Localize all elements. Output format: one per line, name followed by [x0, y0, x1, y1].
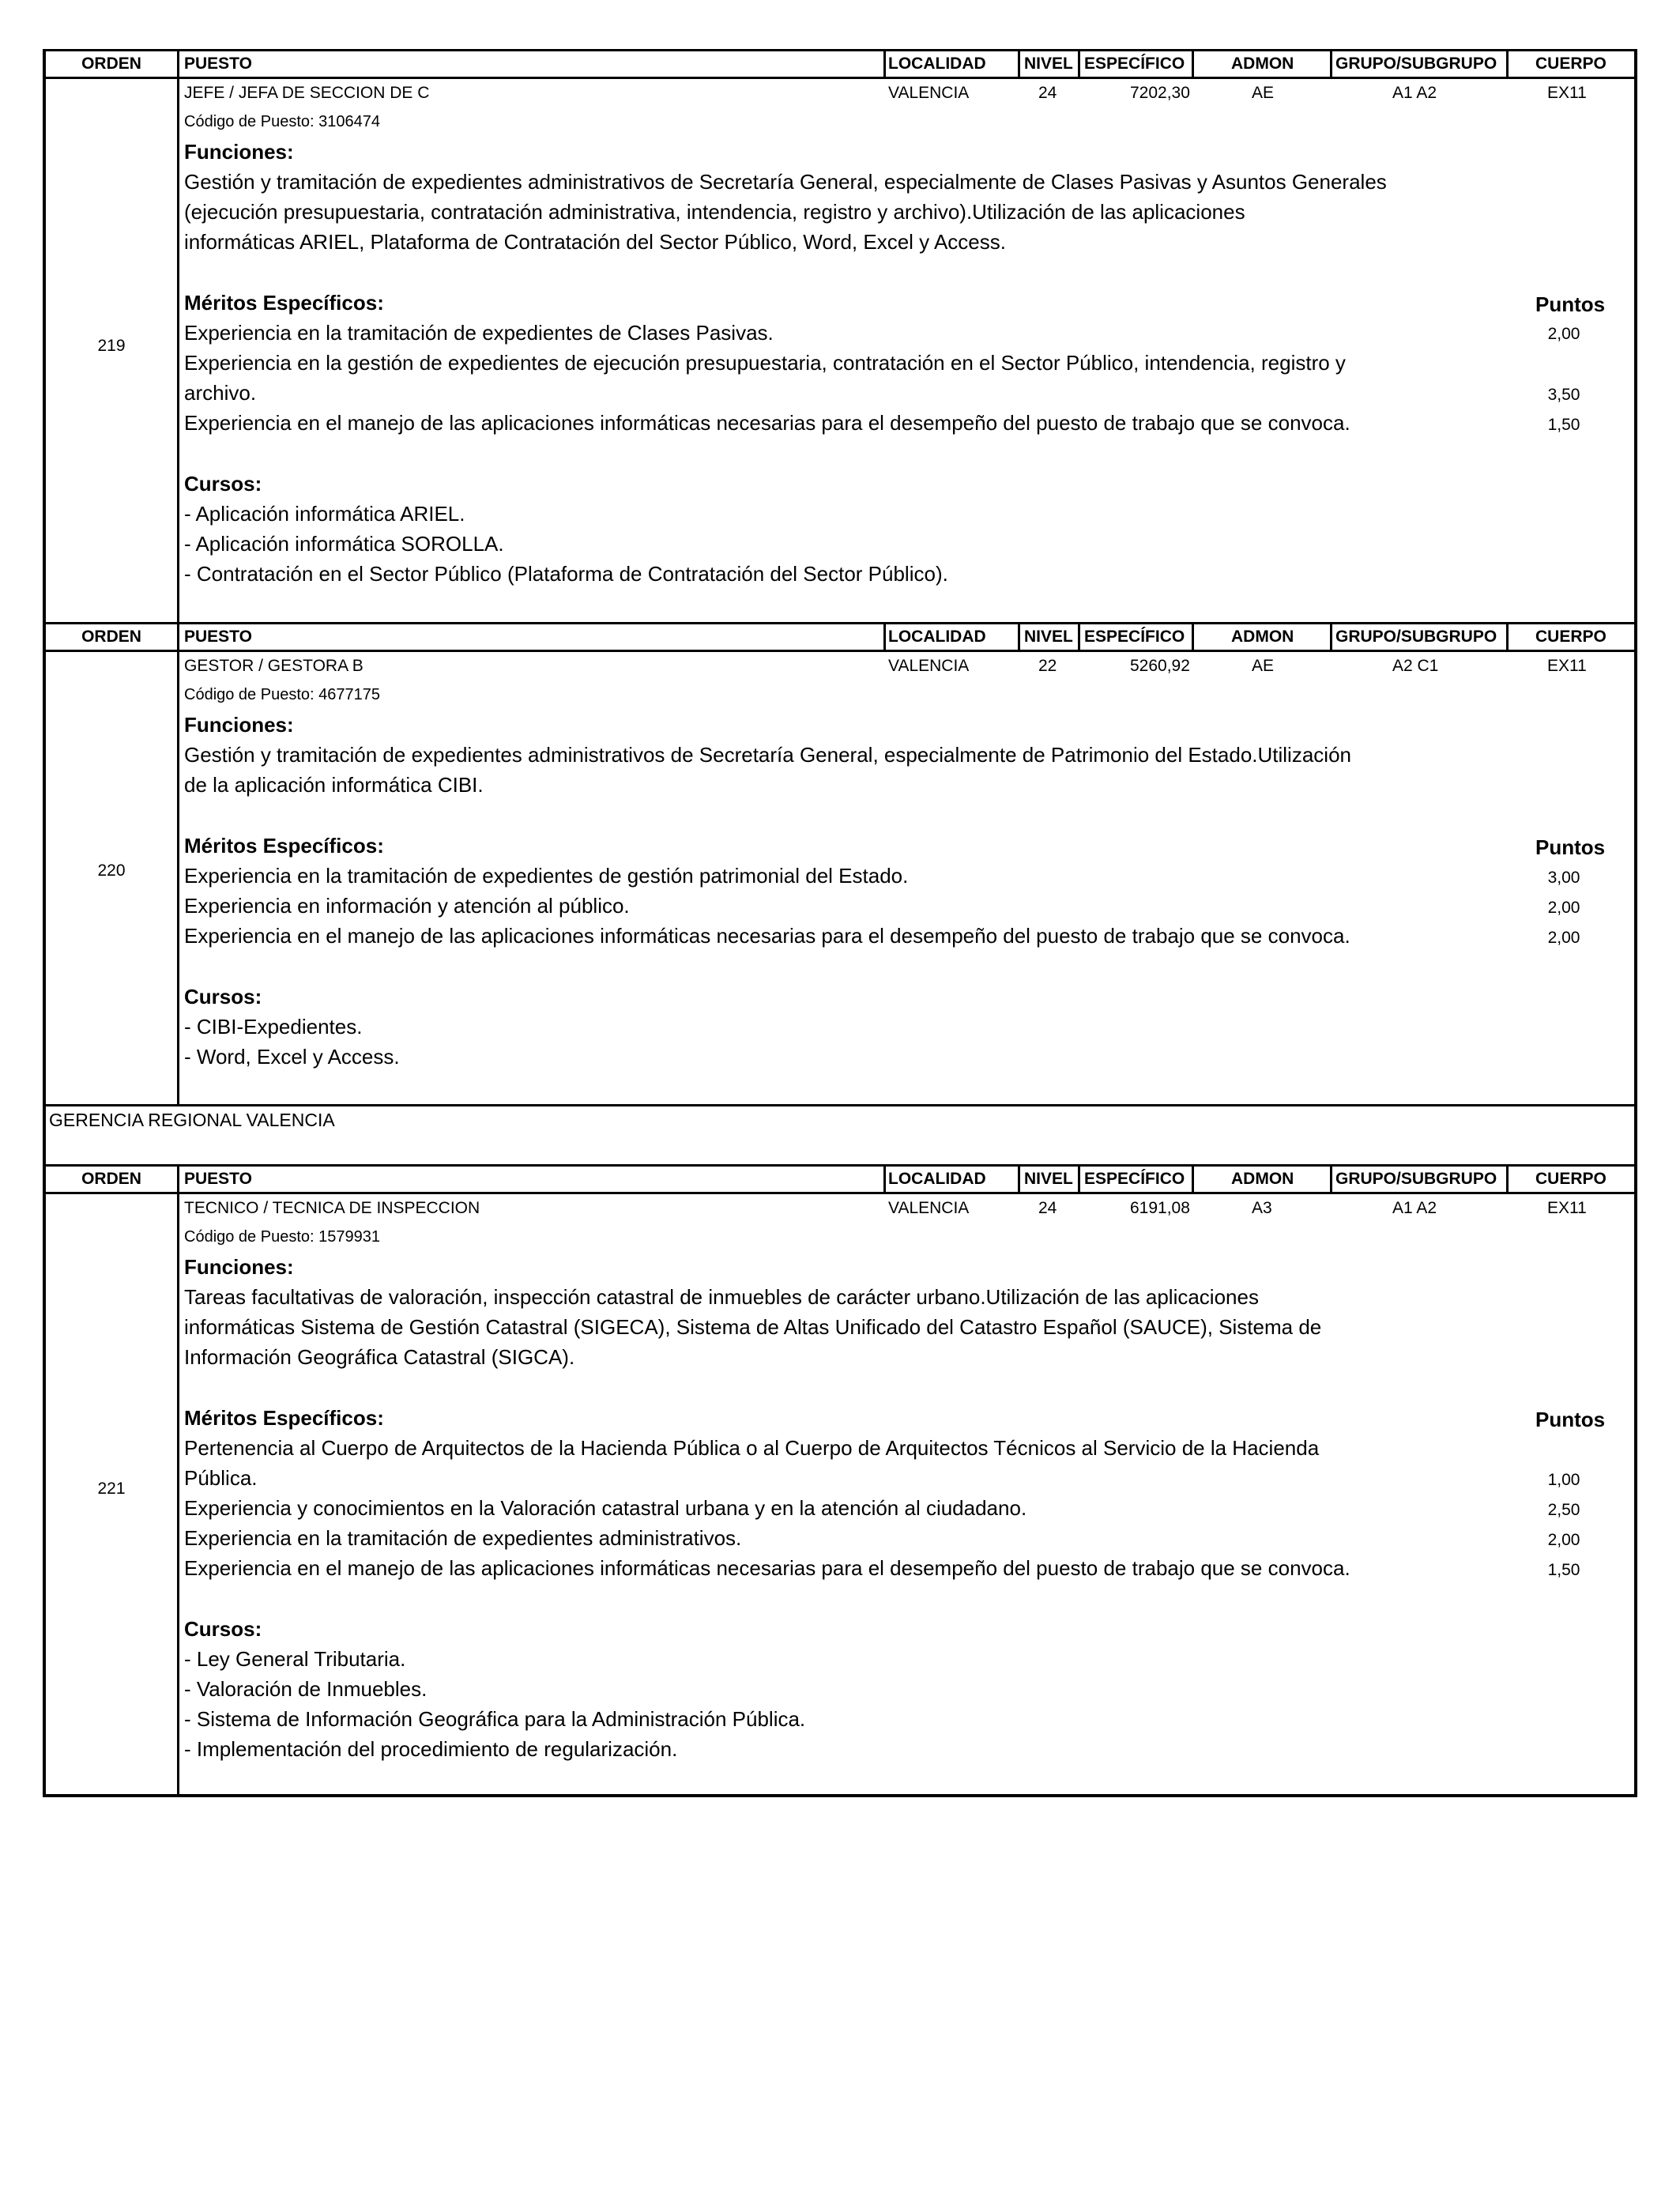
curso-line: - Contratación en el Sector Público (Plataforma de Contratación del Sector Público).	[184, 562, 948, 586]
section-header-block	[43, 1104, 1637, 1164]
curso-line: - Aplicación informática ARIEL.	[184, 502, 465, 526]
header-especifico: ESPECÍFICO	[1084, 628, 1185, 646]
merito-line: Experiencia y conocimientos en la Valoración catastral urbana y en la atención al ciudadano.	[184, 1496, 1027, 1520]
curso-line: - CIBI-Expedientes.	[184, 1015, 363, 1039]
merito-puntos: 1,50	[1547, 416, 1580, 434]
merito-line: Pertenencia al Cuerpo de Arquitectos de la Hacienda Pública o al Cuerpo de Arquitectos Técnicos al Servicio de la Hacienda	[184, 1436, 1320, 1460]
curso-line: - Aplicación informática SOROLLA.	[184, 532, 504, 556]
header-orden: ORDEN	[81, 55, 141, 73]
meritos-heading: Méritos Específicos:	[184, 1406, 384, 1430]
entry-body	[46, 79, 1634, 622]
orden-column	[46, 1194, 179, 1794]
cuerpo-value: EX11	[1547, 657, 1587, 675]
curso-line: - Implementación del procedimiento de regularización.	[184, 1737, 678, 1761]
merito-puntos: 3,50	[1547, 386, 1580, 404]
header-grupo: GRUPO/SUBGRUPO	[1335, 55, 1497, 73]
grupo-value: A1 A2	[1392, 1199, 1437, 1217]
merito-puntos: 2,50	[1547, 1501, 1580, 1519]
header-admon: ADMON	[1231, 55, 1294, 73]
header-nivel: NIVEL	[1024, 1170, 1073, 1188]
cuerpo-value: EX11	[1547, 84, 1587, 102]
merito-line: Experiencia en el manejo de las aplicaciones informáticas necesarias para el desempeño del puesto de trabajo que se convoca.	[184, 924, 1350, 948]
curso-line: - Sistema de Información Geográfica para la Administración Pública.	[184, 1707, 806, 1731]
table-header	[46, 1164, 1634, 1194]
merito-puntos: 1,50	[1547, 1561, 1580, 1579]
header-nivel: NIVEL	[1024, 628, 1073, 646]
header-orden: ORDEN	[81, 1170, 141, 1188]
orden-number: 220	[97, 861, 126, 880]
funciones-heading: Funciones:	[184, 140, 294, 164]
funciones-line: informáticas ARIEL, Plataforma de Contratación del Sector Público, Word, Excel y Access.	[184, 230, 1006, 254]
cursos-heading: Cursos:	[184, 472, 262, 496]
header-especifico: ESPECÍFICO	[1084, 55, 1185, 73]
funciones-line: Gestión y tramitación de expedientes administrativos de Secretaría General, especialmente de Patrimonio del Estado.Utilización	[184, 743, 1351, 767]
header-cuerpo: CUERPO	[1535, 1170, 1607, 1188]
funciones-line: de la aplicación informática CIBI.	[184, 773, 484, 797]
localidad-value: VALENCIA	[888, 84, 970, 102]
merito-line: Experiencia en el manejo de las aplicaciones informáticas necesarias para el desempeño del puesto de trabajo que se convoca.	[184, 1556, 1350, 1580]
merito-puntos: 2,00	[1547, 325, 1580, 343]
puntos-heading: Puntos	[1535, 1408, 1606, 1431]
header-admon: ADMON	[1231, 628, 1294, 646]
merito-line: Experiencia en la gestión de expedientes de ejecución presupuestaria, contratación en el Sector Público, intendencia, registro y	[184, 351, 1346, 375]
funciones-heading: Funciones:	[184, 713, 294, 737]
admon-value: AE	[1252, 84, 1275, 102]
admon-value: AE	[1252, 657, 1275, 675]
header-cuerpo: CUERPO	[1535, 55, 1607, 73]
header-nivel: NIVEL	[1024, 55, 1073, 73]
meritos-heading: Méritos Específicos:	[184, 834, 384, 858]
merito-puntos: 2,00	[1547, 929, 1580, 947]
admon-value: A3	[1252, 1199, 1272, 1217]
especifico-value: 5260,92	[1130, 657, 1190, 675]
table-header	[46, 622, 1634, 652]
cursos-heading: Cursos:	[184, 1617, 262, 1641]
localidad-value: VALENCIA	[888, 657, 970, 675]
section-title: GERENCIA REGIONAL VALENCIA	[49, 1110, 335, 1130]
merito-line: Experiencia en la tramitación de expedientes de Clases Pasivas.	[184, 321, 774, 345]
header-especifico: ESPECÍFICO	[1084, 1170, 1185, 1188]
merito-line: Experiencia en información y atención al público.	[184, 894, 630, 918]
localidad-value: VALENCIA	[888, 1199, 970, 1217]
grupo-value: A1 A2	[1392, 84, 1437, 102]
merito-line: archivo.	[184, 381, 257, 405]
curso-line: - Word, Excel y Access.	[184, 1045, 400, 1069]
header-orden: ORDEN	[81, 628, 141, 646]
header-localidad: LOCALIDAD	[888, 1170, 986, 1188]
codigo-puesto: Código de Puesto: 1579931	[184, 1228, 380, 1246]
nivel-value: 24	[1038, 1199, 1057, 1217]
funciones-line: Tareas facultativas de valoración, inspección catastral de inmuebles de carácter urbano.Utilización de las aplicaciones	[184, 1285, 1259, 1309]
merito-line: Experiencia en el manejo de las aplicaciones informáticas necesarias para el desempeño del puesto de trabajo que se convoca.	[184, 411, 1350, 435]
especifico-value: 6191,08	[1130, 1199, 1190, 1217]
merito-puntos: 2,00	[1547, 1531, 1580, 1549]
header-grupo: GRUPO/SUBGRUPO	[1335, 628, 1497, 646]
funciones-line: Información Geográfica Catastral (SIGCA).	[184, 1345, 575, 1369]
header-puesto: PUESTO	[184, 1170, 252, 1188]
curso-line: - Ley General Tributaria.	[184, 1647, 406, 1671]
meritos-heading: Méritos Específicos:	[184, 291, 384, 315]
merito-puntos: 3,00	[1547, 869, 1580, 887]
puesto-name: GESTOR / GESTORA B	[184, 657, 363, 675]
header-puesto: PUESTO	[184, 628, 252, 646]
table-header	[46, 49, 1634, 79]
entry-block-219	[43, 49, 1637, 622]
header-admon: ADMON	[1231, 1170, 1294, 1188]
puesto-name: TECNICO / TECNICA DE INSPECCION	[184, 1199, 480, 1217]
nivel-value: 22	[1038, 657, 1057, 675]
merito-line: Pública.	[184, 1466, 258, 1490]
puesto-name: JEFE / JEFA DE SECCION DE C	[184, 84, 430, 102]
entry-body	[46, 1194, 1634, 1794]
header-grupo: GRUPO/SUBGRUPO	[1335, 1170, 1497, 1188]
orden-column	[46, 652, 179, 1104]
document-sheet	[43, 49, 1637, 1797]
header-puesto: PUESTO	[184, 55, 252, 73]
curso-line: - Valoración de Inmuebles.	[184, 1677, 428, 1701]
cuerpo-value: EX11	[1547, 1199, 1587, 1217]
orden-number: 219	[97, 337, 126, 355]
orden-column	[46, 79, 179, 622]
funciones-heading: Funciones:	[184, 1255, 294, 1279]
especifico-value: 7202,30	[1130, 84, 1190, 102]
funciones-line: (ejecución presupuestaria, contratación administrativa, intendencia, registro y archivo).Utilización de las aplicaciones	[184, 200, 1245, 224]
nivel-value: 24	[1038, 84, 1057, 102]
codigo-puesto: Código de Puesto: 3106474	[184, 113, 380, 130]
merito-line: Experiencia en la tramitación de expedientes administrativos.	[184, 1526, 742, 1550]
cursos-heading: Cursos:	[184, 985, 262, 1008]
funciones-line: informáticas Sistema de Gestión Catastral (SIGECA), Sistema de Altas Unificado del Catastro Español (SAUCE), Sistema de	[184, 1315, 1322, 1339]
entry-block-221	[43, 1164, 1637, 1797]
header-localidad: LOCALIDAD	[888, 628, 986, 646]
entry-body	[46, 652, 1634, 1104]
header-cuerpo: CUERPO	[1535, 628, 1607, 646]
puntos-heading: Puntos	[1535, 292, 1606, 316]
orden-number: 221	[97, 1480, 126, 1498]
merito-puntos: 2,00	[1547, 899, 1580, 917]
grupo-value: A2 C1	[1392, 657, 1439, 675]
merito-puntos: 1,00	[1547, 1471, 1580, 1489]
header-localidad: LOCALIDAD	[888, 55, 986, 73]
funciones-line: Gestión y tramitación de expedientes administrativos de Secretaría General, especialmente de Clases Pasivas y Asuntos Generales	[184, 170, 1387, 194]
entry-block-220	[43, 622, 1637, 1104]
puntos-heading: Puntos	[1535, 835, 1606, 859]
merito-line: Experiencia en la tramitación de expedientes de gestión patrimonial del Estado.	[184, 864, 909, 888]
codigo-puesto: Código de Puesto: 4677175	[184, 686, 380, 703]
